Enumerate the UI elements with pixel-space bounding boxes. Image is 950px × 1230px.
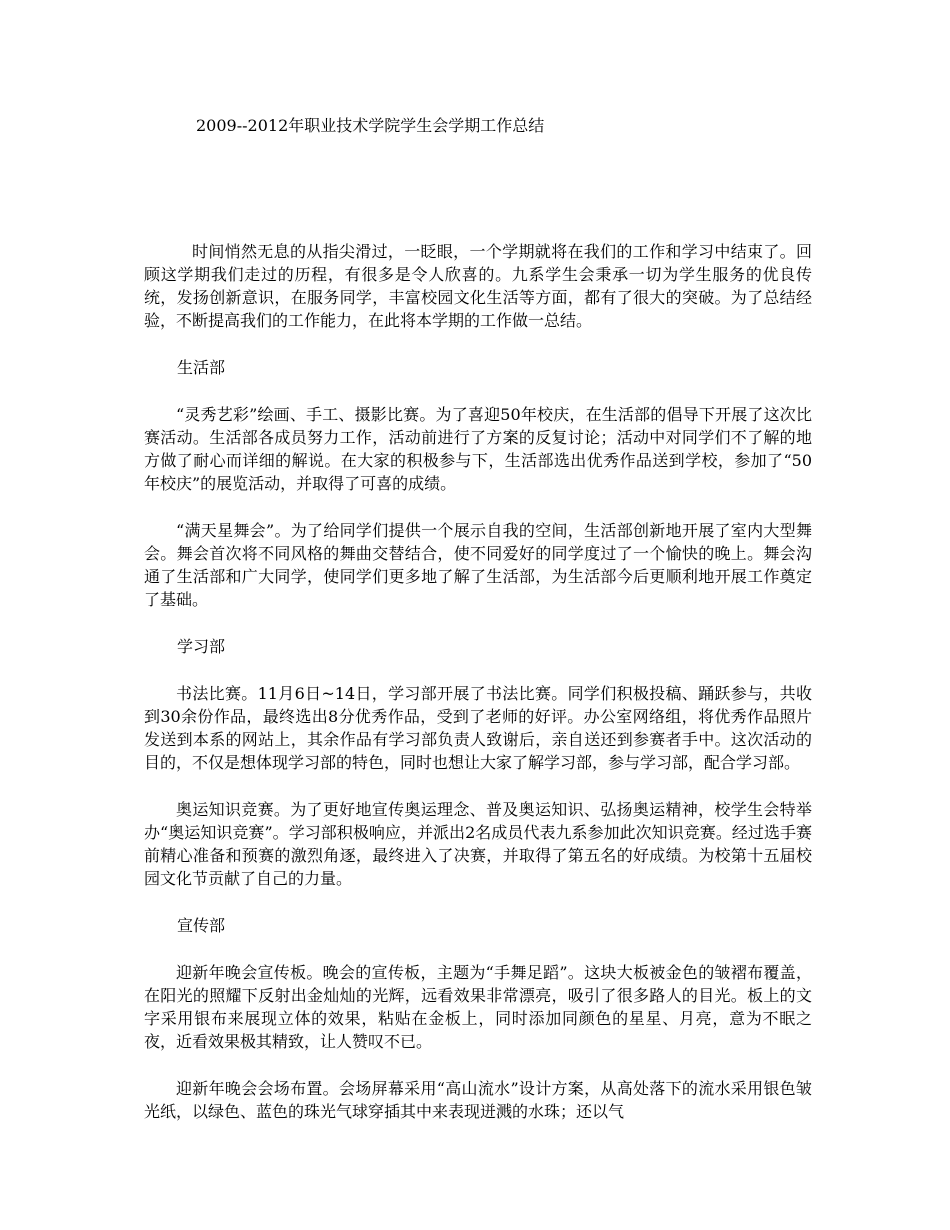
section-heading-life: 生活部: [177, 358, 226, 377]
paragraph-art-contest: “灵秀艺彩”绘画、手工、摄影比赛。为了喜迎50年校庆，在生活部的倡导下开展了这次比赛活动。生活部各成员努力工作，活动前进行了方案的反复讨论；活动中对同学们不了解的地方做了耐心而详细的解说。在大家的积极参与下，生活部选出优秀作品送到学校，参加了“50年校庆”的展览活动，并取得了可喜的成绩。: [144, 405, 812, 493]
section-heading-publicity: 宣传部: [177, 916, 226, 935]
paragraph-venue-layout: 迎新年晚会会场布置。会场屏幕采用“高山流水”设计方案，从高处落下的流水采用银色皱光纸，以绿色、蓝色的珠光气球穿插其中来表现迸溅的水珠；还以气: [144, 1079, 812, 1121]
section-heading-study: 学习部: [177, 637, 226, 656]
paragraph-dance-party: “满天星舞会”。为了给同学们提供一个展示自我的空间，生活部创新地开展了室内大型舞会。舞会首次将不同风格的舞曲交替结合，使不同爱好的同学度过了一个愉快的晚上。舞会沟通了生活部和广大同学，使同学们更多地了解了生活部，为生活部今后更顺利地开展工作奠定了基础。: [144, 521, 812, 609]
document-body: [144, 240, 812, 1123]
paragraph-poster-board: 迎新年晚会宣传板。晚会的宣传板，主题为“手舞足蹈”。这块大板被金色的皱褶布覆盖，在阳光的照耀下反射出金灿灿的光辉，远看效果非常漂亮，吸引了很多路人的目光。板上的文字采用银布来展现立体的效果，粘贴在金板上，同时添加同颜色的星星、月亮，意为不眠之夜，近看效果极其精致，让人赞叹不已。: [144, 963, 812, 1051]
paragraph-olympic-quiz: 奥运知识竞赛。为了更好地宣传奥运理念、普及奥运知识、弘扬奥运精神，校学生会特举办“奥运知识竞赛”。学习部积极响应，并派出2名成员代表九系参加此次知识竞赛。经过选手赛前精心准备和预赛的激烈角逐，最终进入了决赛，并取得了第五名的好成绩。为校第十五届校园文化节贡献了自己的力量。: [144, 800, 812, 888]
document-title: 2009--2012年职业技术学院学生会学期工作总结: [196, 116, 545, 135]
intro-paragraph: 时间悄然无息的从指尖滑过，一眨眼，一个学期就将在我们的工作和学习中结束了。回顾这学期我们走过的历程，有很多是令人欣喜的。九系学生会秉承一切为学生服务的优良传统，发扬创新意识，在服务同学，丰富校园文化生活等方面，都有了很大的突破。为了总结经验，不断提高我们的工作能力，在此将本学期的工作做一总结。: [144, 242, 812, 330]
paragraph-calligraphy: 书法比赛。11月6日~14日，学习部开展了书法比赛。同学们积极投稿、踊跃参与，共收到30余份作品，最终选出8分优秀作品，受到了老师的好评。办公室网络组，将优秀作品照片发送到本系的网站上，其余作品有学习部负责人致谢后，亲自送还到参赛者手中。这次活动的目的，不仅是想体现学习部的特色，同时也想让大家了解学习部，参与学习部，配合学习部。: [144, 684, 812, 772]
